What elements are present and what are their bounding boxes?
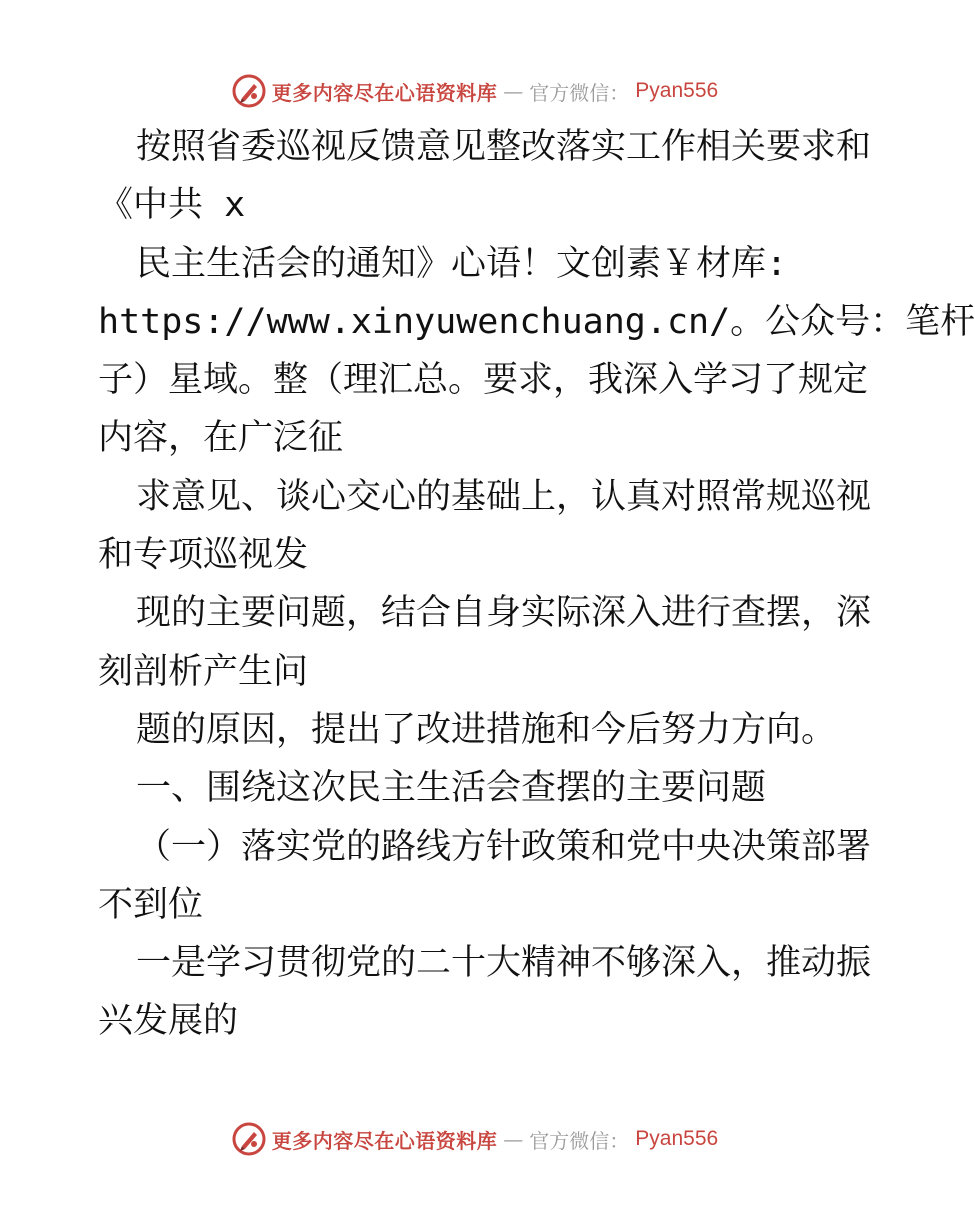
footer-official-label: 官方微信： xyxy=(529,1128,630,1153)
footer-site-text: 更多内容尽在心语资料库 xyxy=(271,1128,498,1153)
body-line: 一是学习贯彻党的二十大精神不够深入，推动振 xyxy=(136,943,872,984)
body-line: 不到位 xyxy=(98,884,204,925)
header-wechat-id: Pyan556 xyxy=(635,79,719,102)
body-line: 子）星域。整（理汇总。要求，我深入学习了规定 xyxy=(98,360,869,401)
header-official-label: 官方微信： xyxy=(529,80,630,105)
body-line: 《中共 x xyxy=(98,185,246,226)
body-line: 民主生活会的通知》心语！文创素￥材库: xyxy=(136,243,788,284)
pen-logo-icon xyxy=(232,1122,266,1156)
header-dash: — xyxy=(503,79,524,103)
body-line: 内容，在广泛征 xyxy=(98,418,344,459)
footer-banner xyxy=(0,1119,950,1159)
body-line: 题的原因，提出了改进措施和今后努力方向。 xyxy=(136,709,837,750)
document-body xyxy=(98,118,975,1051)
body-line: 和专项巡视发 xyxy=(98,535,309,576)
pen-logo-icon xyxy=(232,74,266,108)
body-line: 现的主要问题，结合自身实际深入进行查摆，深 xyxy=(136,593,872,634)
section-heading: 一、围绕这次民主生活会查摆的主要问题 xyxy=(136,768,767,809)
header-banner xyxy=(0,71,950,111)
body-line: https://www.xinyuwenchuang.cn/。公众号：笔杆 xyxy=(98,301,975,342)
body-line: 兴发展的 xyxy=(98,1001,239,1042)
footer-dash: — xyxy=(503,1127,524,1151)
subsection-heading: （一）落实党的路线方针政策和党中央决策部署 xyxy=(136,826,872,867)
footer-wechat-id: Pyan556 xyxy=(635,1127,719,1150)
header-site-text: 更多内容尽在心语资料库 xyxy=(271,80,498,105)
body-line: 刻剖析产生问 xyxy=(98,651,309,692)
body-line: 按照省委巡视反馈意见整改落实工作相关要求和 xyxy=(136,127,872,167)
body-line: 求意见、谈心交心的基础上，认真对照常规巡视 xyxy=(136,476,872,517)
